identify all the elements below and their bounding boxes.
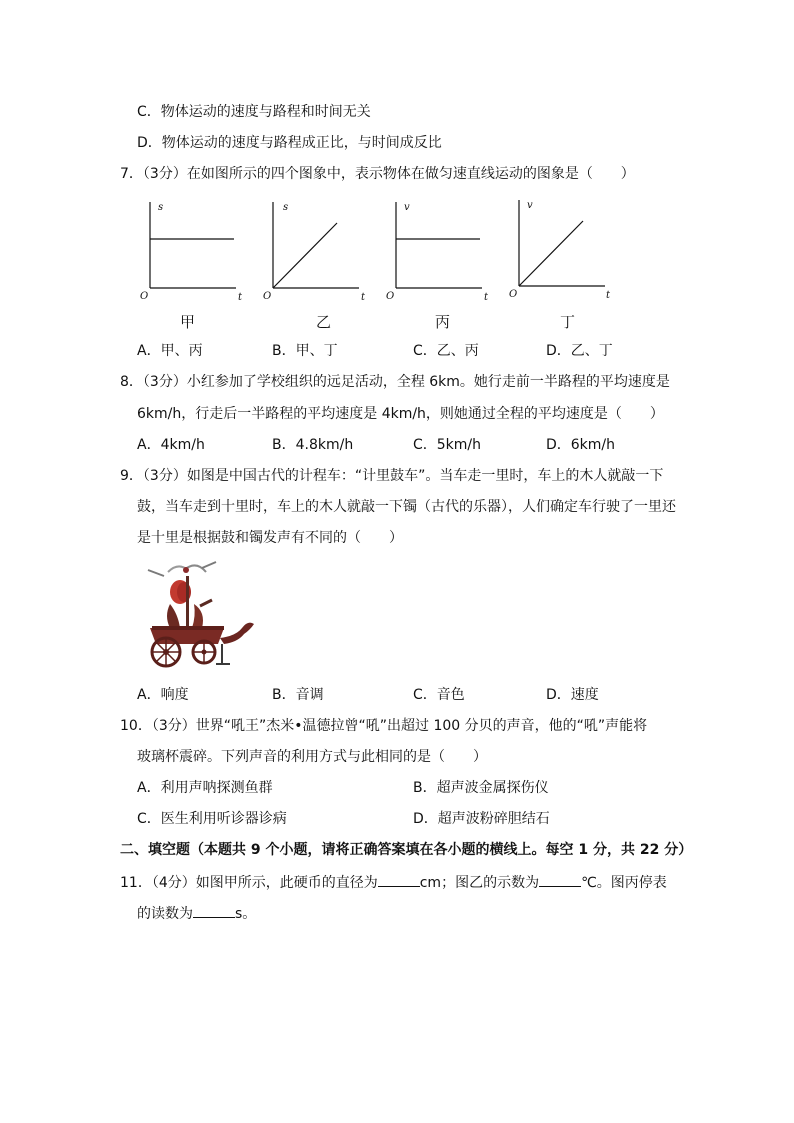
q11-line-2	[137, 903, 256, 924]
q8-option-b: B．4.8km/h	[272, 437, 354, 453]
q6-option-c: C．物体运动的速度与路程和时间无关	[137, 104, 371, 120]
q6-option-d: D．物体运动的速度与路程成正比，与时间成反比	[137, 135, 442, 151]
q7-bing-x-label: t	[484, 292, 489, 303]
q7-ding-y-label: v	[527, 200, 533, 211]
q7-yi-data-line	[273, 223, 337, 288]
q9-option-d: D．速度	[546, 687, 599, 703]
q7-ding-origin: O	[509, 289, 518, 300]
q11-blank-diameter[interactable]	[378, 872, 420, 887]
q11-text-3: ℃。图丙停表	[581, 875, 667, 891]
q11-blank-temperature[interactable]	[539, 872, 581, 887]
q10-option-a: A．利用声呐探测鱼群	[137, 780, 273, 796]
q7-option-c: C．乙、丙	[413, 343, 479, 359]
q9-line-2: 鼓，当车走到十里时，车上的木人就敲一下镯（古代的乐器），人们确定车行驶了一里还	[137, 499, 676, 515]
q7-jia-y-label: s	[158, 202, 164, 213]
q7-jia-x-label: t	[238, 292, 243, 303]
drum-cart-image	[140, 558, 260, 676]
q8-option-c: C．5km/h	[413, 437, 482, 453]
q7-graph-yi	[261, 196, 371, 306]
q11-text-5: s。	[235, 906, 257, 922]
q10-option-b: B．超声波金属探伤仪	[413, 780, 549, 796]
q9-option-c: C．音色	[413, 687, 465, 703]
q7-bing-origin: O	[386, 291, 395, 302]
section-2-title: 二、填空题（本题共 9 个小题，请将正确答案填在各小题的横线上。每空 1 分，共 22 分）	[120, 842, 693, 858]
q7-yi-x-label: t	[361, 292, 366, 303]
q10-option-d: D．超声波粉碎胆结石	[413, 811, 550, 827]
q7-jia-origin: O	[140, 291, 149, 302]
q8-line-1: 8．（3分）小红参加了学校组织的远足活动，全程 6km。她行走前一半路程的平均速度是	[120, 374, 670, 390]
q7-bing-y-label: v	[404, 202, 410, 213]
q7-yi-origin: O	[263, 291, 272, 302]
q7-ding-data-line	[519, 221, 583, 286]
q7-option-b: B．甲、丁	[272, 343, 338, 359]
q10-option-c: C．医生利用听诊器诊病	[137, 811, 287, 827]
q7-option-d: D．乙、丁	[546, 343, 613, 359]
q9-option-a: A．响度	[137, 687, 189, 703]
q7-caption-ding: 丁	[560, 313, 576, 331]
q7-caption-jia: 甲	[180, 313, 196, 331]
q8-option-a: A．4km/h	[137, 437, 205, 453]
q9-line-1: 9．（3分）如图是中国古代的计程车：“计里鼓车”。当车走一里时，车上的木人就敲一下	[120, 468, 664, 484]
q7-graph-ding	[507, 196, 617, 306]
q7-caption-bing: 丙	[435, 313, 451, 331]
q7-graph-bing	[384, 196, 494, 306]
q7-graph-jia	[138, 196, 248, 306]
q11-blank-stopwatch[interactable]	[193, 903, 235, 918]
q8-line-2: 6km/h，行走后一半路程的平均速度是 4km/h，则她通过全程的平均速度是（ ）	[137, 406, 664, 422]
q7-ding-x-label: t	[606, 290, 611, 301]
q7-yi-y-label: s	[283, 202, 289, 213]
q9-option-b: B．音调	[272, 687, 324, 703]
q11-text-2: cm；图乙的示数为	[419, 875, 540, 891]
q10-line-2: 玻璃杯震碎。下列声音的利用方式与此相同的是（ ）	[137, 749, 487, 765]
q9-line-3: 是十里是根据鼓和镯发声有不同的（ ）	[137, 530, 403, 546]
q11-text-4: 的读数为	[137, 906, 193, 922]
q11-text-1: 11．（4分）如图甲所示，此硬币的直径为	[120, 875, 378, 891]
q8-option-d: D．6km/h	[546, 437, 616, 453]
q7-stem: 7．（3分）在如图所示的四个图象中，表示物体在做匀速直线运动的图象是（ ）	[120, 166, 635, 182]
q11-line-1	[120, 872, 667, 893]
q7-caption-yi: 乙	[316, 313, 332, 331]
q7-option-a: A．甲、丙	[137, 343, 203, 359]
q10-line-1: 10．（3分）世界“吼王”杰米•温德拉曾“吼”出超过 100 分贝的声音，他的“吼”声能将	[120, 718, 648, 734]
